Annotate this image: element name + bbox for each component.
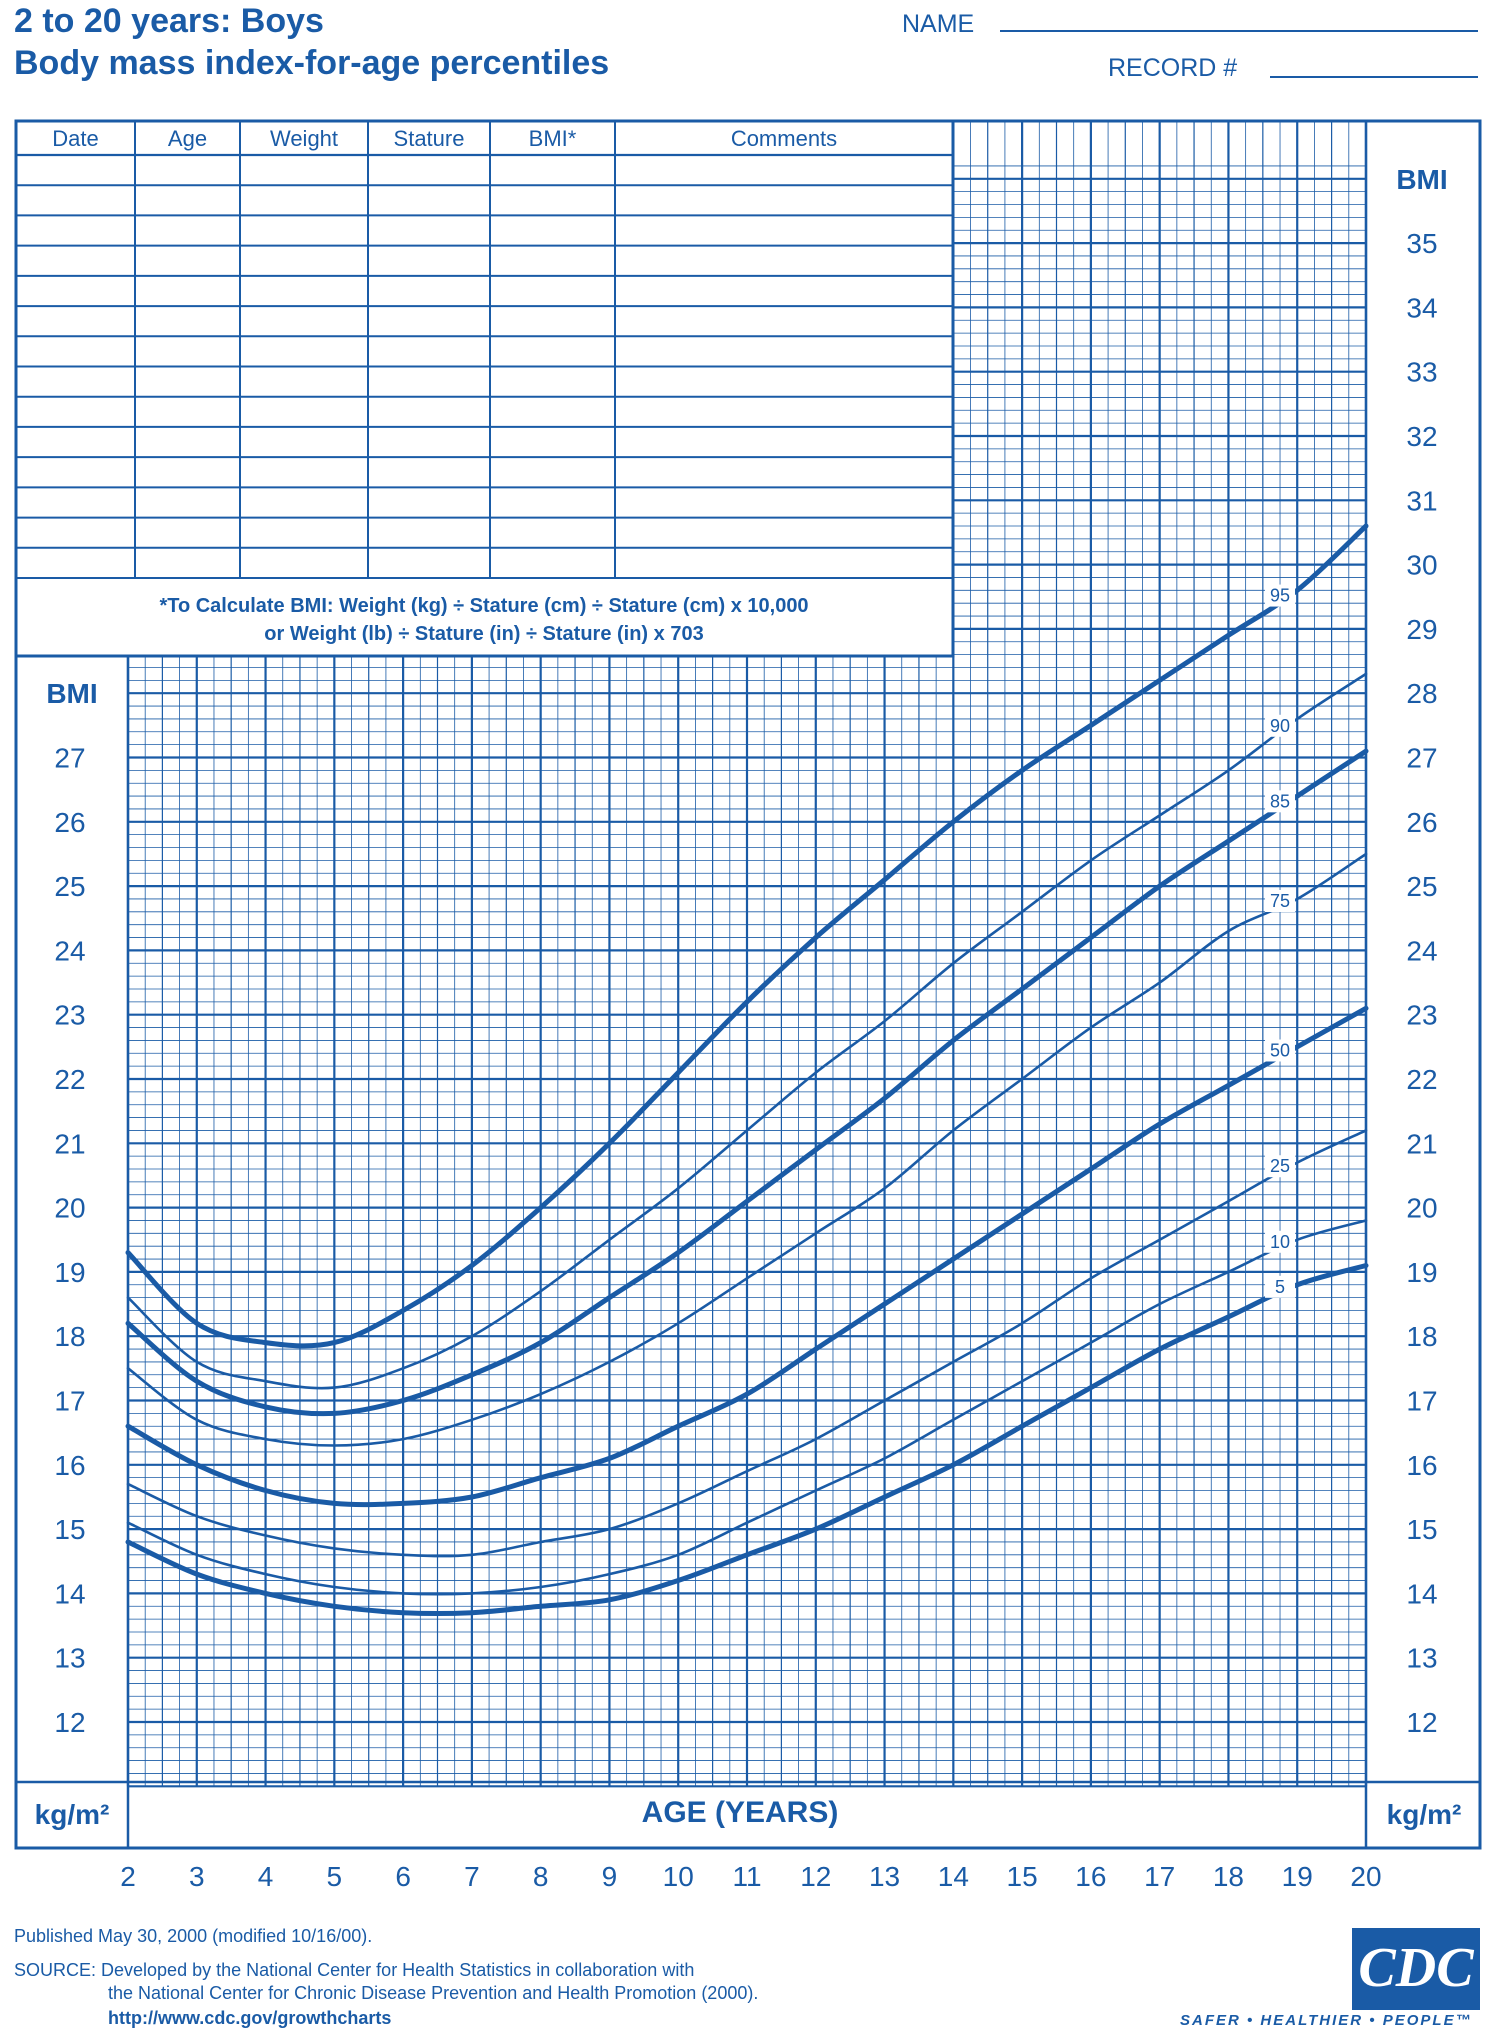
left-y-tick-25: 25	[54, 871, 86, 903]
x-tick-9: 9	[601, 1861, 618, 1892]
right-y-tick-12: 12	[1406, 1707, 1438, 1738]
record-label: RECORD #	[1108, 54, 1238, 82]
right-y-tick-33: 33	[1406, 356, 1438, 388]
right-y-tick-21: 21	[1406, 1128, 1438, 1160]
published-note: Published May 30, 2000 (modified 10/16/00).	[14, 1926, 373, 1946]
right-y-tick-31: 31	[1406, 485, 1438, 517]
right-y-tick-23: 23	[1406, 999, 1438, 1031]
cdc-logo-text: CDC	[1358, 1937, 1474, 1999]
left-y-tick-23: 23	[54, 999, 86, 1031]
right-y-tick-16: 16	[1406, 1449, 1438, 1481]
x-tick-15: 15	[1006, 1861, 1038, 1892]
chart-title-line2: Body mass index-for-age percentiles	[14, 44, 610, 82]
left-y-tick-22: 22	[54, 1064, 86, 1095]
cdc-tagline: SAFER • HEALTHIER • PEOPLE™	[1180, 2012, 1473, 2029]
left-y-tick-20: 20	[54, 1192, 86, 1224]
cdc-logo-icon	[1352, 1928, 1480, 2010]
left-y-tick-13: 13	[54, 1642, 86, 1674]
right-y-tick-34: 34	[1406, 292, 1438, 324]
x-tick-13: 13	[868, 1861, 901, 1892]
percentile-label-p85: 85	[1270, 791, 1291, 812]
percentile-label-p75: 75	[1270, 890, 1291, 911]
left-y-tick-27: 27	[54, 742, 86, 774]
percentile-label-p25: 25	[1270, 1156, 1291, 1177]
right-y-tick-18: 18	[1406, 1321, 1438, 1353]
column-header-weight: Weight	[269, 126, 339, 151]
x-tick-12: 12	[800, 1861, 832, 1892]
x-tick-8: 8	[532, 1861, 549, 1892]
left-y-tick-19: 19	[54, 1256, 86, 1288]
column-header-age: Age	[167, 126, 208, 151]
x-tick-2: 2	[120, 1861, 136, 1892]
column-header-comments: Comments	[730, 126, 838, 151]
right-y-tick-32: 32	[1406, 421, 1438, 452]
bmi-formula-line2: or Weight (lb) ÷ Stature (in) ÷ Stature (in) x 703	[264, 623, 704, 645]
x-tick-17: 17	[1144, 1861, 1176, 1892]
x-tick-6: 6	[395, 1861, 411, 1892]
x-tick-20: 20	[1350, 1861, 1382, 1892]
left-y-tick-17: 17	[54, 1385, 86, 1417]
left-y-tick-16: 16	[54, 1449, 86, 1481]
x-tick-5: 5	[326, 1861, 343, 1892]
right-unit-label: kg/m²	[1386, 1799, 1462, 1830]
percentile-label-p95: 95	[1270, 585, 1291, 606]
x-tick-7: 7	[464, 1861, 480, 1892]
column-header-stature: Stature	[393, 126, 465, 151]
right-y-tick-26: 26	[1406, 806, 1438, 838]
right-y-tick-29: 29	[1406, 613, 1438, 645]
right-y-tick-27: 27	[1406, 742, 1438, 774]
left-y-tick-24: 24	[54, 935, 86, 967]
percentile-label-p90: 90	[1270, 715, 1291, 736]
x-tick-16: 16	[1075, 1861, 1107, 1892]
record-table	[16, 121, 953, 656]
right-y-tick-30: 30	[1406, 549, 1438, 581]
x-axis-title: AGE (YEARS)	[641, 1796, 839, 1829]
left-y-axis-title: BMI	[46, 678, 98, 710]
x-tick-3: 3	[188, 1861, 205, 1892]
left-y-tick-14: 14	[54, 1578, 86, 1610]
right-y-tick-13: 13	[1406, 1642, 1438, 1674]
x-tick-10: 10	[662, 1861, 694, 1892]
left-y-tick-21: 21	[54, 1128, 86, 1160]
left-y-tick-18: 18	[54, 1321, 86, 1353]
chart-title-line1: 2 to 20 years: Boys	[14, 2, 324, 40]
name-label: NAME	[902, 10, 975, 38]
right-y-tick-28: 28	[1406, 678, 1438, 710]
left-unit-label: kg/m²	[34, 1799, 110, 1830]
right-y-tick-24: 24	[1406, 935, 1438, 967]
source-line1: SOURCE: Developed by the National Center for Health Statistics in collaboration with	[14, 1960, 695, 1980]
percentile-label-p5: 5	[1275, 1276, 1286, 1297]
right-y-axis-title: BMI	[1396, 163, 1448, 195]
right-y-tick-35: 35	[1406, 228, 1438, 260]
right-y-tick-17: 17	[1406, 1385, 1438, 1417]
x-tick-11: 11	[732, 1861, 762, 1892]
bmi-formula-line1: *To Calculate BMI: Weight (kg) ÷ Stature (cm) ÷ Stature (cm) x 10,000	[159, 595, 809, 617]
x-tick-4: 4	[257, 1861, 274, 1892]
percentile-label-p10: 10	[1270, 1231, 1291, 1252]
right-y-tick-25: 25	[1406, 871, 1438, 903]
column-header-bmi: BMI*	[528, 126, 577, 151]
right-y-tick-19: 19	[1406, 1256, 1438, 1288]
cdc-url-link[interactable]: http://www.cdc.gov/growthcharts	[108, 2008, 392, 2028]
record-table-box	[16, 121, 953, 656]
left-y-tick-15: 15	[54, 1514, 86, 1546]
x-tick-18: 18	[1212, 1861, 1245, 1892]
right-y-tick-14: 14	[1406, 1578, 1438, 1610]
x-tick-14: 14	[937, 1861, 969, 1892]
left-y-tick-26: 26	[54, 806, 86, 838]
left-y-tick-12: 12	[54, 1707, 86, 1738]
source-line2: the National Center for Chronic Disease Prevention and Health Promotion (2000).	[108, 1983, 759, 2003]
x-tick-19: 19	[1281, 1861, 1313, 1892]
right-y-tick-15: 15	[1406, 1514, 1438, 1546]
percentile-label-p50: 50	[1270, 1040, 1291, 1061]
column-header-date: Date	[52, 126, 99, 151]
right-y-tick-20: 20	[1406, 1192, 1438, 1224]
right-y-tick-22: 22	[1406, 1064, 1438, 1095]
